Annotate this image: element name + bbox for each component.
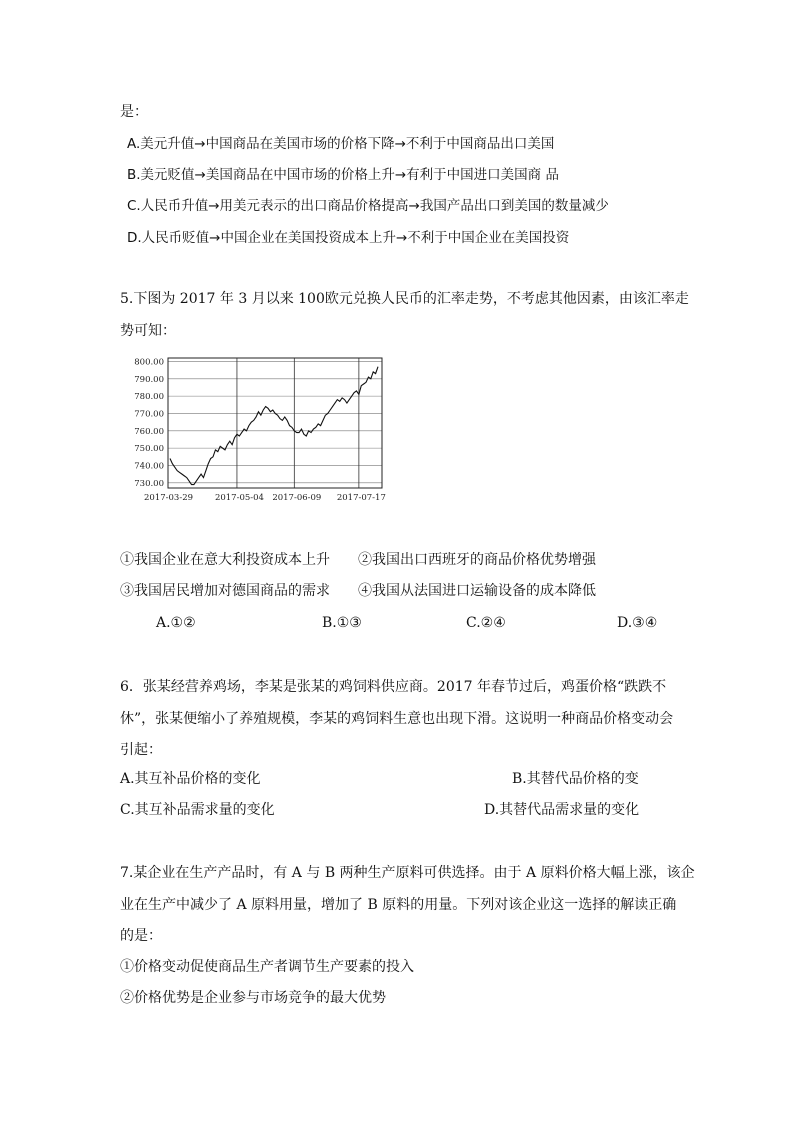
y-tick-label: 770.00 <box>134 409 164 420</box>
x-tick-label: 2017-05-04 <box>214 493 264 503</box>
q4-option-c: C.人民币升值→用美元表示的出口商品价格提高→我国产品出口到美国的数量减少 <box>127 198 609 214</box>
chart-grid <box>168 358 382 488</box>
q7-statement-2: ②价格优势是企业参与市场竞争的最大优势 <box>120 990 386 1006</box>
q4-option-d: D.人民币贬值→中国企业在美国投资成本上升→不利于中国企业在美国投资 <box>127 230 570 246</box>
q6-stem: 休”，张某便缩小了养殖规模，李某的鸡饲料生意也出现下滑。这说明一种商品价格变动会 <box>120 711 674 727</box>
q5-statement-1: ①我国企业在意大利投资成本上升 <box>120 552 330 568</box>
q6-option-c: C.其互补品需求量的变化 <box>120 802 275 818</box>
y-tick-label: 800.00 <box>134 357 164 368</box>
q7-stem: 7.某企业在生产产品时，有 A 与 B 两种生产原料可供选择。由于 A 原料价格大幅上涨，该企 <box>120 865 695 881</box>
q5-stem: 势可知： <box>120 323 176 339</box>
q5-stem: 5.下图为 2017 年 3 月以来 100欧元兑换人民币的汇率走势，不考虑其他因素，由该汇率走 <box>120 291 689 307</box>
exchange-rate-chart <box>120 350 395 505</box>
x-tick-label: 2017-06-09 <box>272 493 322 503</box>
q5-statement-4: ④我国从法国进口运输设备的成本降低 <box>358 583 596 599</box>
q6-stem: 6．张某经营养鸡场，李某是张某的鸡饲料供应商。2017 年春节过后，鸡蛋价格“跌跌不 <box>120 679 667 695</box>
series-line <box>170 367 378 485</box>
y-tick-label: 750.00 <box>134 444 164 455</box>
q6-option-d: D.其替代品需求量的变化 <box>484 802 640 818</box>
q7-stem: 业在生产中减少了 A 原料用量，增加了 B 原料的用量。下列对该企业这一选择的解读正确 <box>120 897 677 913</box>
q4-option-b: B.美元贬值→美国商品在中国市场的价格上升→有利于中国进口美国商 品 <box>127 167 559 183</box>
y-tick-label: 780.00 <box>134 392 164 403</box>
q5-statement-2: ②我国出口西班牙的商品价格优势增强 <box>358 552 596 568</box>
q6-stem: 引起： <box>120 742 162 758</box>
q7-stem: 的是： <box>120 928 162 944</box>
q6-option-b: B.其替代品价格的变 <box>512 771 639 787</box>
y-tick-label: 740.00 <box>134 461 164 472</box>
q4-stem-tail: 是： <box>120 104 148 120</box>
x-tick-label: 2017-07-17 <box>336 493 386 503</box>
y-tick-label: 730.00 <box>134 478 164 489</box>
q5-statement-3: ③我国居民增加对德国商品的需求 <box>120 583 330 599</box>
chart-axes <box>134 357 386 503</box>
plot-frame <box>168 358 382 488</box>
q7-statement-1: ①价格变动促使商品生产者调节生产要素的投入 <box>120 959 414 975</box>
q5-choice-d: D.③④ <box>617 615 658 631</box>
q5-choice-a: A.①② <box>156 615 196 631</box>
q5-choice-b: B.①③ <box>322 615 362 631</box>
y-tick-label: 790.00 <box>134 374 164 385</box>
q6-option-a: A.其互补品价格的变化 <box>120 771 261 787</box>
x-tick-label: 2017-03-29 <box>144 493 194 503</box>
q4-option-a: A.美元升值→中国商品在美国市场的价格下降→不利于中国商品出口美国 <box>127 136 555 152</box>
q5-choice-c: C.②④ <box>466 615 506 631</box>
y-tick-label: 760.00 <box>134 426 164 437</box>
